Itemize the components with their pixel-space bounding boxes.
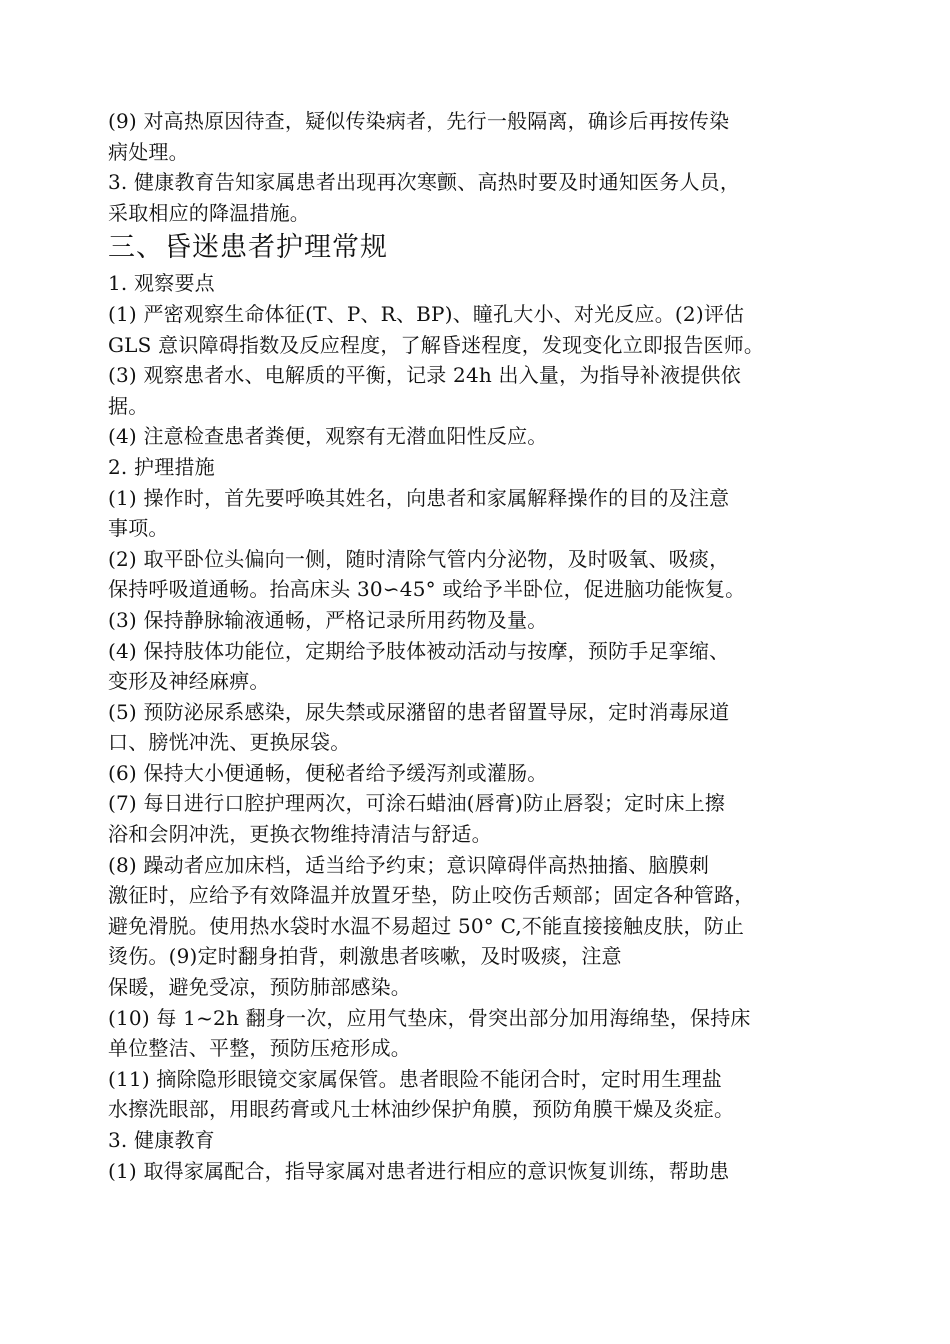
text-line: (1) 取得家属配合，指导家属对患者进行相应的意识恢复训练，帮助患: [108, 1158, 730, 1183]
text-line: (11) 摘除隐形眼镜交家属保管。患者眼险不能闭合时，定时用生理盐: [108, 1066, 723, 1091]
text-line: 烫伤。(9)定时翻身拍背，刺激患者咳嗽，及时吸痰，注意: [108, 944, 622, 969]
text-line: (10) 每 1~2h 翻身一次，应用气垫床，骨突出部分加用海绵垫，保持床: [108, 1005, 751, 1030]
text-line: (8) 躁动者应加床档，适当给予约束；意识障碍伴高热抽搐、脑膜刺: [108, 852, 710, 877]
text-line: 口、膀恍冲洗、更换尿袋。: [108, 730, 351, 755]
subsection-title: 1. 观察要点: [108, 271, 215, 296]
text-line: 变形及神经麻痹。: [108, 669, 270, 694]
text-line: 采取相应的降温措施。: [108, 200, 310, 225]
section-title: 三、昏迷患者护理常规: [108, 232, 388, 264]
text-line: (1) 操作时，首先要呼唤其姓名，向患者和家属解释操作的目的及注意: [108, 485, 730, 510]
text-line: 3. 健康教育告知家属患者出现再次寒颤、高热时要及时通知医务人员，: [108, 170, 741, 195]
text-line: (3) 观察患者水、电解质的平衡，记录 24h 出入量，为指导补液提供依: [108, 363, 741, 388]
text-line: (4) 保持肢体功能位，定期给予肢体被动活动与按摩，预防手足挛缩、: [108, 638, 730, 663]
text-line: 避免滑脱。使用热水袋时水温不易超过 50° C,不能直接接触皮肤，防止: [108, 913, 745, 938]
subsection-title: 3. 健康教育: [108, 1128, 215, 1152]
text-line: 激征时，应给予有效降温并放置牙垫，防止咬伤舌颊部；固定各种管路，: [108, 883, 755, 908]
text-line: (1) 严密观察生命体征(T、P、R、BP)、瞳孔大小、对光反应。(2)评估: [108, 301, 745, 326]
text-line: 保持呼吸道通畅。抬高床头 30∽45° 或给予半卧位，促进脑功能恢复。: [108, 577, 746, 602]
text-line: (9) 对高热原因待查，疑似传染病者，先行一般隔离，确诊后再按传染: [108, 109, 730, 133]
text-line: (6) 保持大小便通畅，便秘者给予缓泻剂或灌肠。: [108, 760, 548, 785]
text-line: 病处理。: [108, 139, 189, 164]
text-line: (5) 预防泌尿系感染，尿失禁或尿潴留的患者留置导尿，定时消毒尿道: [108, 699, 730, 724]
text-line: 据。: [108, 393, 149, 418]
text-line: (7) 每日进行口腔护理两次，可涂石蜡油(唇膏)防止唇裂；定时床上擦: [108, 791, 726, 816]
text-line: (4) 注意检查患者粪便，观察有无潜血阳性反应。: [108, 424, 548, 449]
text-line: 水擦洗眼部，用眼药膏或凡士林油纱保护角膜，预防角膜干燥及炎症。: [108, 1097, 735, 1122]
text-line: 保暖，避免受凉，预防肺部感染。: [108, 975, 411, 1000]
text-line: (2) 取平卧位头偏向一侧，随时清除气管内分泌物，及时吸氧、吸痰，: [108, 546, 730, 571]
text-line: GLS 意识障碍指数及反应程度，了解昏迷程度，发现变化立即报告医师。: [108, 332, 765, 357]
text-line: 浴和会阴冲洗，更换衣物维持清洁与舒适。: [108, 822, 492, 847]
document-text: [108, 106, 868, 1186]
text-line: 单位整洁、平整，预防压疮形成。: [108, 1036, 411, 1061]
subsection-title: 2. 护理措施: [108, 454, 215, 479]
text-line: 事项。: [108, 516, 169, 541]
text-line: (3) 保持静脉输液通畅，严格记录所用药物及量。: [108, 607, 548, 632]
